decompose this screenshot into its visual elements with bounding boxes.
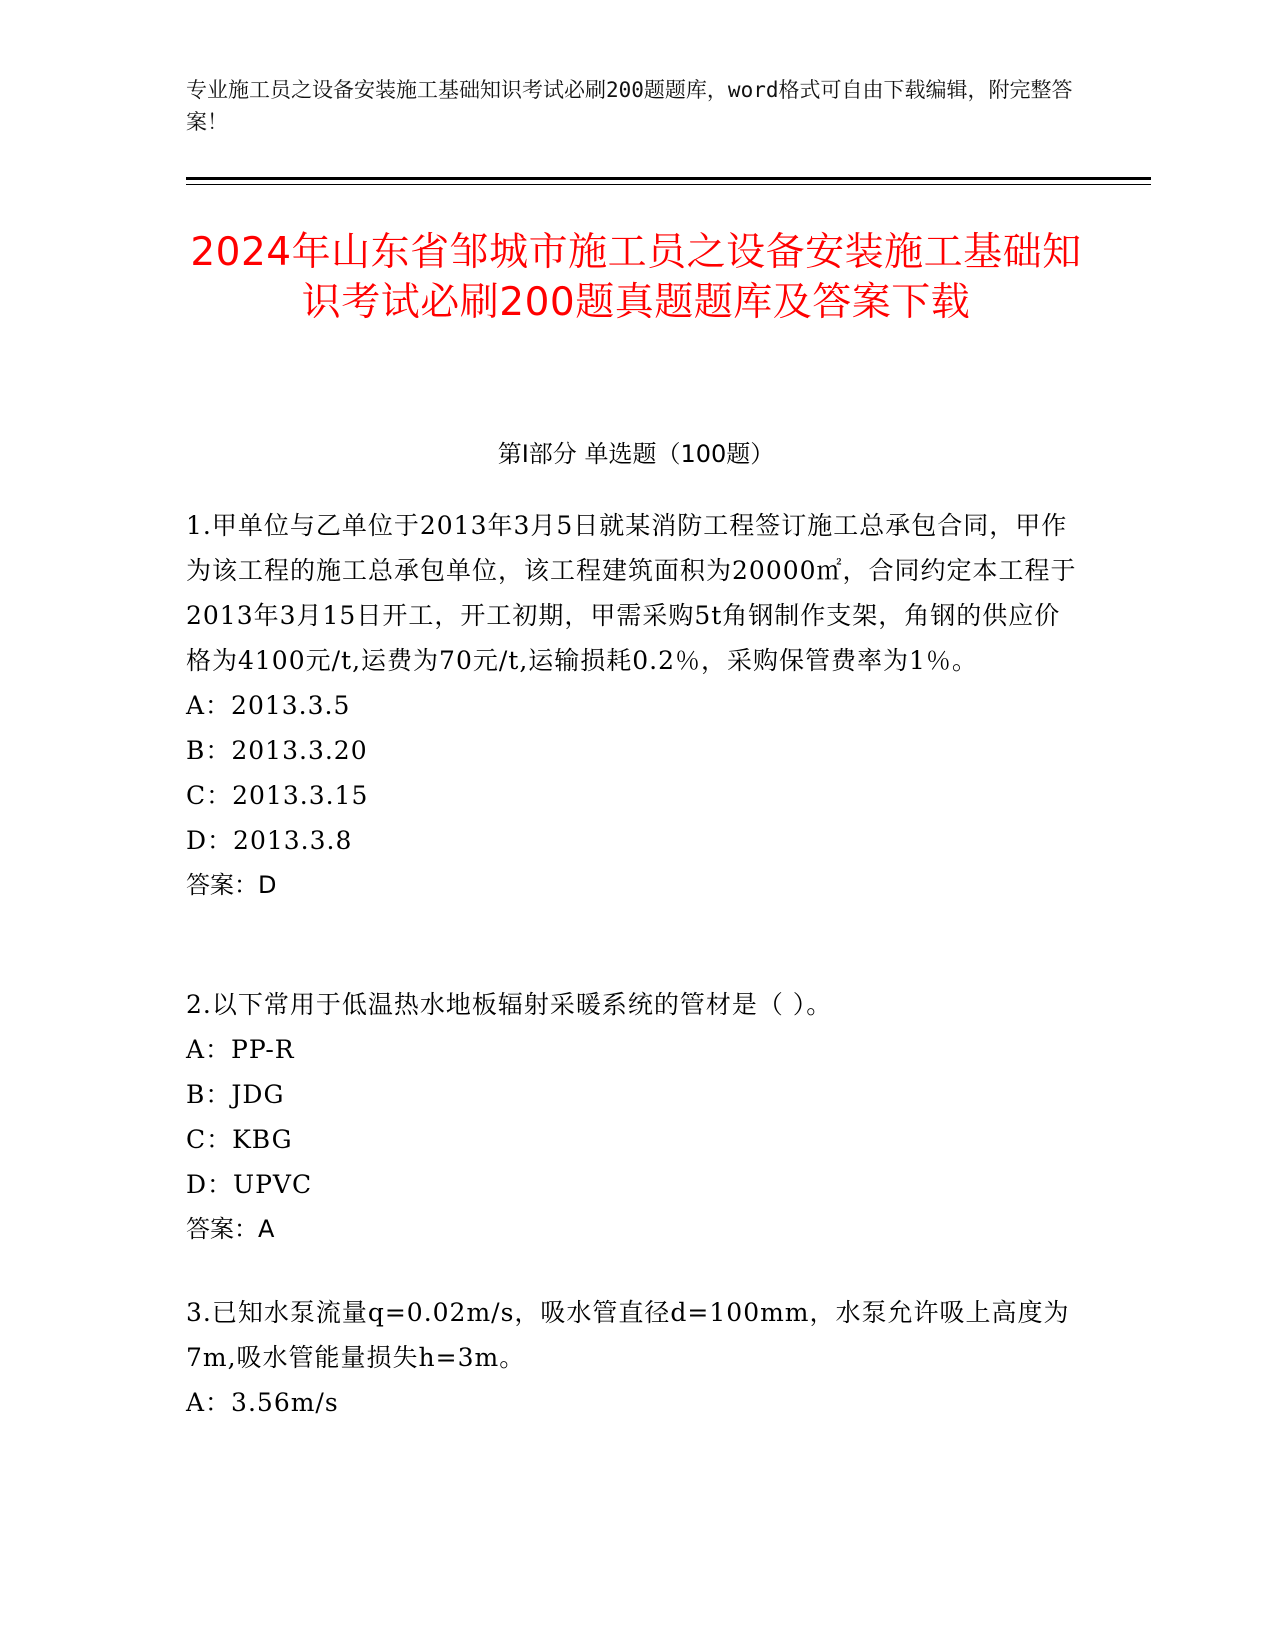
- header-rule-thick: [186, 177, 1151, 180]
- question-1: [186, 503, 1086, 908]
- option-b: B：JDG: [186, 1080, 285, 1109]
- option-a: A：2013.3.5: [186, 691, 351, 720]
- question-stem: 3.已知水泵流量q=0.02m/s，吸水管直径d=100mm，水泵允许吸上高度为7m,吸水管能量损失h=3m。: [186, 1298, 1070, 1372]
- option-c: C：KBG: [186, 1125, 293, 1154]
- question-3: [186, 1290, 1086, 1425]
- question-stem: 1.甲单位与乙单位于2013年3月5日就某消防工程签订施工总承包合同，甲作为该工程的施工总承包单位，该工程建筑面积为20000㎡，合同约定本工程于2013年3月15日开工，开工初期，甲需采购5t角钢制作支架，角钢的供应价格为4100元/t,运费为70元/t,运输损耗0.2％，采购保管费率为1％。: [186, 511, 1077, 675]
- answer-line: 答案：D: [186, 871, 277, 899]
- option-a: A：PP-R: [186, 1035, 295, 1064]
- option-c: C：2013.3.15: [186, 781, 369, 810]
- option-d: D：2013.3.8: [186, 826, 353, 855]
- question-2: [186, 982, 1086, 1252]
- option-b: B：2013.3.20: [186, 736, 368, 765]
- option-d: D：UPVC: [186, 1170, 313, 1199]
- document-title: 2024年山东省邹城市施工员之设备安装施工基础知识考试必刷200题真题题库及答案下载: [190, 230, 1082, 325]
- question-stem: 2.以下常用于低温热水地板辐射采暖系统的管材是（ ）。: [186, 990, 833, 1019]
- header-rule-thin: [186, 184, 1151, 185]
- option-a: A：3.56m/s: [186, 1388, 339, 1417]
- header-note: 专业施工员之设备安装施工基础知识考试必刷200题题库，word格式可自由下载编辑，附完整答案！: [186, 78, 1073, 134]
- section-heading: 第I部分 单选题（100题）: [497, 440, 775, 468]
- answer-line: 答案：A: [186, 1215, 275, 1243]
